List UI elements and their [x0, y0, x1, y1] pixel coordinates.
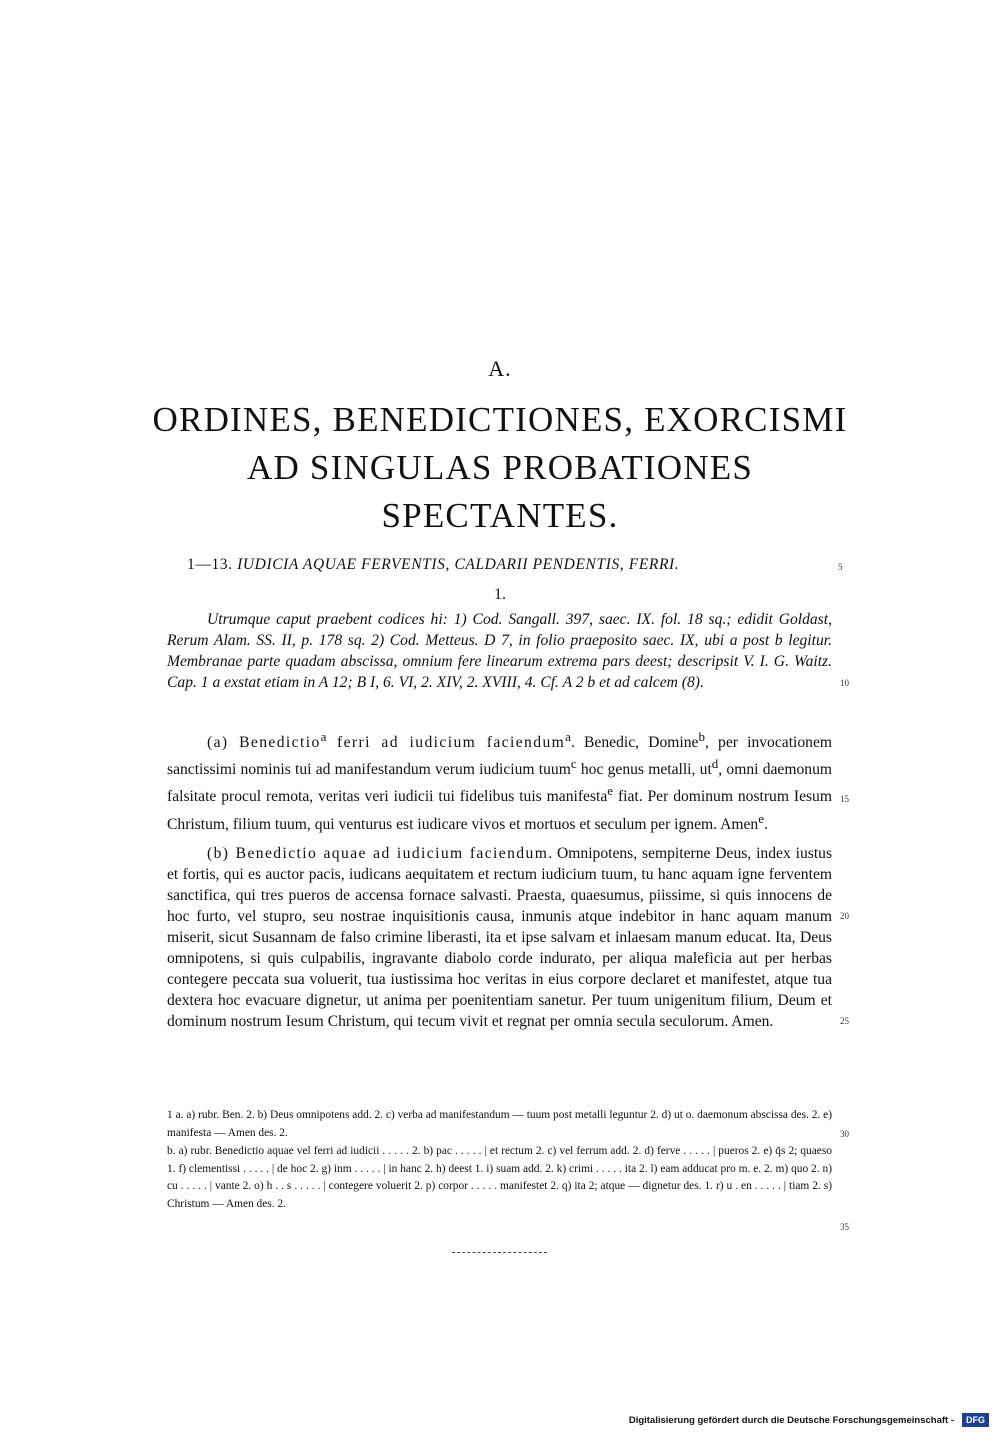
paragraph-a-body: . Benedic, Domine — [570, 734, 699, 752]
paragraph-b-head: aquae ad iudicium faciendum — [317, 845, 549, 862]
intro-paragraph — [167, 609, 832, 693]
margin-line-number: 35 — [840, 1222, 849, 1232]
paragraph-a-text: hoc genus metalli, ut — [576, 761, 712, 779]
paragraph-b-label: (b) Benedictio — [207, 845, 318, 862]
title-line-1: ORDINES, BENEDICTIONES, EXORCISMI — [152, 400, 848, 439]
margin-line-number: 10 — [840, 678, 849, 688]
subheading-number: 1—13. — [187, 556, 233, 573]
margin-line-number: 15 — [840, 794, 849, 804]
footnote-ref: a — [320, 729, 327, 744]
footnotes-a: 1 a. a) rubr. Ben. 2. b) Deus omnipotens add. 2. c) verba ad manifestandum — tuum post metalli leguntur 2. d) ut o. daemonum abscissa des. 2. e) manifesta — Amen des. 2. — [167, 1109, 832, 1139]
footnote-ref: e — [758, 810, 764, 826]
footnote-ref: b — [698, 729, 705, 744]
title-line-3: SPECTANTES. — [381, 496, 619, 535]
dfg-logo: DFG — [962, 1413, 989, 1427]
paragraph-b — [167, 843, 832, 1032]
subheading — [187, 556, 827, 574]
paragraph-a-text: , per invocationem sanctissimi nominis tui ad manifestandum verum iudicium tuum — [167, 734, 833, 779]
paragraph-a-head: ferri ad iudicium faciendum — [326, 734, 566, 752]
footnote-ref: d — [711, 756, 719, 772]
paragraph-a-text: . — [763, 815, 768, 833]
subheading-text: IUDICIA AQUAE FERVENTIS, CALDARII PENDENTIS, FERRI. — [237, 556, 680, 573]
paragraph-a-text: , omni daemonum falsitate procul remota, veritas veri iudicii tui fidelibus tuis manifesta — [167, 761, 832, 806]
margin-line-number: 25 — [840, 1016, 849, 1026]
footnote-ref: c — [570, 756, 577, 772]
footnotes-b: b. a) rubr. Benedictio aquae vel ferri ad iudicii . . . . . 2. b) pac . . . . . | et rectum 2. c) vel ferrum add. 2. d) ferve . . . . . | pueros 2. e) q̄s 2; quaeso 1. f) clementissi . . . . . | de hoc 2. g) inm . . . . . | in hanc 2. h) deest 1. i) suam add. 2. k) crimi . . . . . ita 2. l) eam adducat pro m. e. 2. m) quo 2. n) cu . . . . . | vante 2. o) h . . s . . . . . | contegere voluerit 2. p) corpor . . . . . manifestet 2. q) ita 2; atque — dignetur des. 1. r) u . en . . . . . | tiam 2. s) Christum — Amen des. 2. — [167, 1145, 832, 1210]
end-rule — [452, 1252, 547, 1254]
paragraph-a-label: (a) Benedictio — [207, 734, 321, 752]
title-line-2: AD SINGULAS PROBATIONES — [247, 448, 753, 487]
section-letter: A. — [488, 356, 512, 381]
footnote-ref: a — [565, 729, 571, 744]
paragraph-b-text: . Omnipotens, sempiterne Deus, index iustus et fortis, qui es auctor pacis, iudicans aequitatem et rectum iudicium tuum, tu hanc aquam igne ferventem sanctifica, qui tres pueros de accensa fornace salvasti. Praesta, quaesumus, piissime, si quis innocens de hoc furto, vel stupro, seu nostrae inquisitionis causa, inmunis atque indebitor in hanc aquam manum miserit, sicut Susannam de falso crimine liberasti, ita et ipse salvam et inlaesam manum educat. Ita, Deus omnipotens, si quis culpabilis, ingravante diabolo corde indurato, per aliqua maleficia aut per herbas contegere peccata sua voluerit, tua iustissima hoc veritas in eius corpore declaret et manifestet, atque tua dextera hoc evacuare dignetur, ut anima per poenitentiam sanetur. Per tuum unigenitum filium, Deum et dominum nostrum Iesum Christum, qui tecum vivit et regnat per omnia secula seculorum. Amen. — [167, 845, 833, 1030]
margin-line-number: 30 — [840, 1129, 849, 1139]
intro-text: Utrumque caput praebent codices hi: 1) Cod. Sangall. 397, saec. IX. fol. 18 sq.; edidit Goldast, Rerum Alam. SS. II, p. 178 sq. 2) Cod. Metteus. D 7, in folio praeposito saec. IX, ubi a post b legitur. Membranae parte quadam abscissa, omnium fere linearum extrema pars deest; descripsit V. I. G. Waitz. Cap. 1 a exstat etiam in A 12; B I, 6. VI, 2. XIV, 2. XVIII, 4. Cf. A 2 b et ad calcem (8). — [167, 611, 832, 691]
item-number: 1. — [494, 586, 506, 603]
paragraph-a — [167, 726, 832, 835]
margin-line-number: 5 — [838, 562, 843, 572]
margin-line-number: 20 — [840, 911, 849, 921]
digitization-credit: Digitalisierung gefördert durch die Deutsche Forschungsgemeinschaft - — [628, 1415, 954, 1426]
footnote-ref: e — [607, 783, 614, 799]
paragraph-a-text: fiat. Per dominum nostrum Iesum Christum, filium tuum, qui venturus est iudicare vivos et mortuos et seculum per ignem. Amen — [167, 788, 832, 833]
